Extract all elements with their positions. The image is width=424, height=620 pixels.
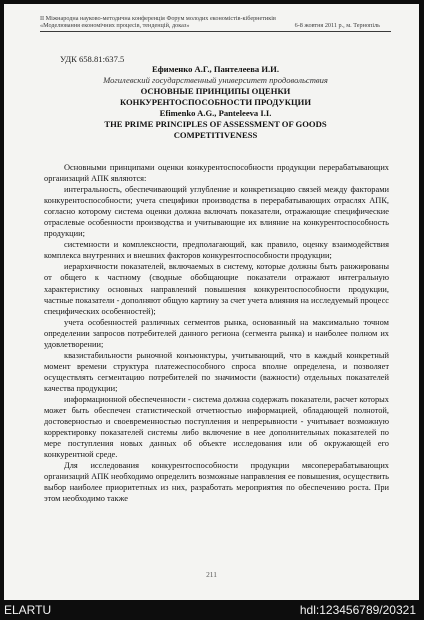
paragraph-systemicity: системности и комплексности, предполагающий, как правило, оценку взаимодействия комплекса внутренних и внешних факторов конкурентоспособности продукции; (44, 240, 389, 261)
header-rule (40, 31, 391, 32)
handle-link[interactable]: hdl:123456789/20321 (299, 603, 416, 617)
title-ru-line-1: ОСНОВНЫЕ ПРИНЦИПЫ ОЦЕНКИ (140, 86, 291, 96)
affiliation: Могилевский государственный университет продовольствия (103, 75, 328, 85)
document-page (4, 4, 419, 600)
paragraph-intro: Основными принципами оценки конкурентоспособности продукции перерабатывающих организаций АПК являются: (44, 163, 389, 184)
title-en-line-1: THE PRIME PRINCIPLES OF ASSESSMENT OF GOODS (104, 119, 327, 129)
repository-name: ELARTU (4, 603, 52, 617)
paragraph-hierarchy: иерархичности показателей, включаемых в систему, которые должны быть ранжированы от общего к частному (сводные обобщающие показатели отражают интегральную характеристику основных направлений повышения конкурентоспособности продукции, частные показатели - дополняют общую картину за счет учета влияния на исследуемый процесс специфических особенностей); (44, 262, 389, 316)
paragraph-segments: учета особенностей различных сегментов рынка, основанный на максимально точном определении запросов потребителей данного региона (сегмента рынка) и наиболее полном их удовлетворении; (44, 317, 389, 349)
repository-footer (0, 600, 424, 620)
paragraph-information: информационной обеспеченности - система должна содержать показатели, расчет которых может быть обеспечен статистической отчетностью информацией, обладающей полнотой, достоверностью и своевременностью поступления и непрерывности - учитывает возможную корректировку показателей системы либо включение в нее дополнительных показателей по мере поступления новых данных об объекте исследования или об окружающей его конкурентной среде. (44, 394, 389, 460)
paragraph-quasistability: квазистабильности рыночной конъюнктуры, учитывающий, что в каждый конкретный момент времени структура платежеспособного спроса вполне определена, и позволяет осуществлять сегментацию потребителей по значимости (важности) отдельных показателей качества продукции; (44, 350, 389, 393)
conference-title: II Міжнародна науково-методична конференція Форум молодих економістів-кібернетиків (40, 15, 276, 22)
paragraph-integrality: интегральность, обеспечивающий углубление и конкретизацию связей между факторами конкурентоспособности; учета специфики производства в перерабатывающих отраслях АПК, согласно которому система оценки должна включать показатели, отражающие специфические отраслевые особенности производства и учитывающие их влияние на конкурентоспособность продукции; (44, 185, 389, 239)
title-en-line-2: COMPETITIVENESS (173, 130, 258, 140)
authors-en: Efimenko A.G., Panteleeva I.I. (159, 108, 272, 118)
conference-date: 6-8 жовтня 2011 р., м. Тернопіль (294, 22, 380, 30)
conference-subtitle: «Моделювання економічних процесів, тенденцій, доказ» (40, 22, 190, 30)
article-body (44, 162, 389, 504)
authors-ru: Ефименко А.Г., Пантелеева И.И. (151, 64, 279, 74)
page-number: 211 (206, 570, 217, 579)
udk-code: УДК 658.81:637.5 (60, 54, 125, 64)
paragraph-research: Для исследования конкурентоспособности продукции мясоперерабатывающих организаций АПК необходимо определить возможные направления ее повышения, осуществить выбор наиболее приоритетных из них, разработать мероприятия по обеспечению роста. При этом необходимо также (44, 461, 389, 504)
conference-header (40, 15, 390, 30)
title-ru-line-2: КОНКУРЕНТОСПОСОБНОСТИ ПРОДУКЦИИ (119, 97, 312, 107)
